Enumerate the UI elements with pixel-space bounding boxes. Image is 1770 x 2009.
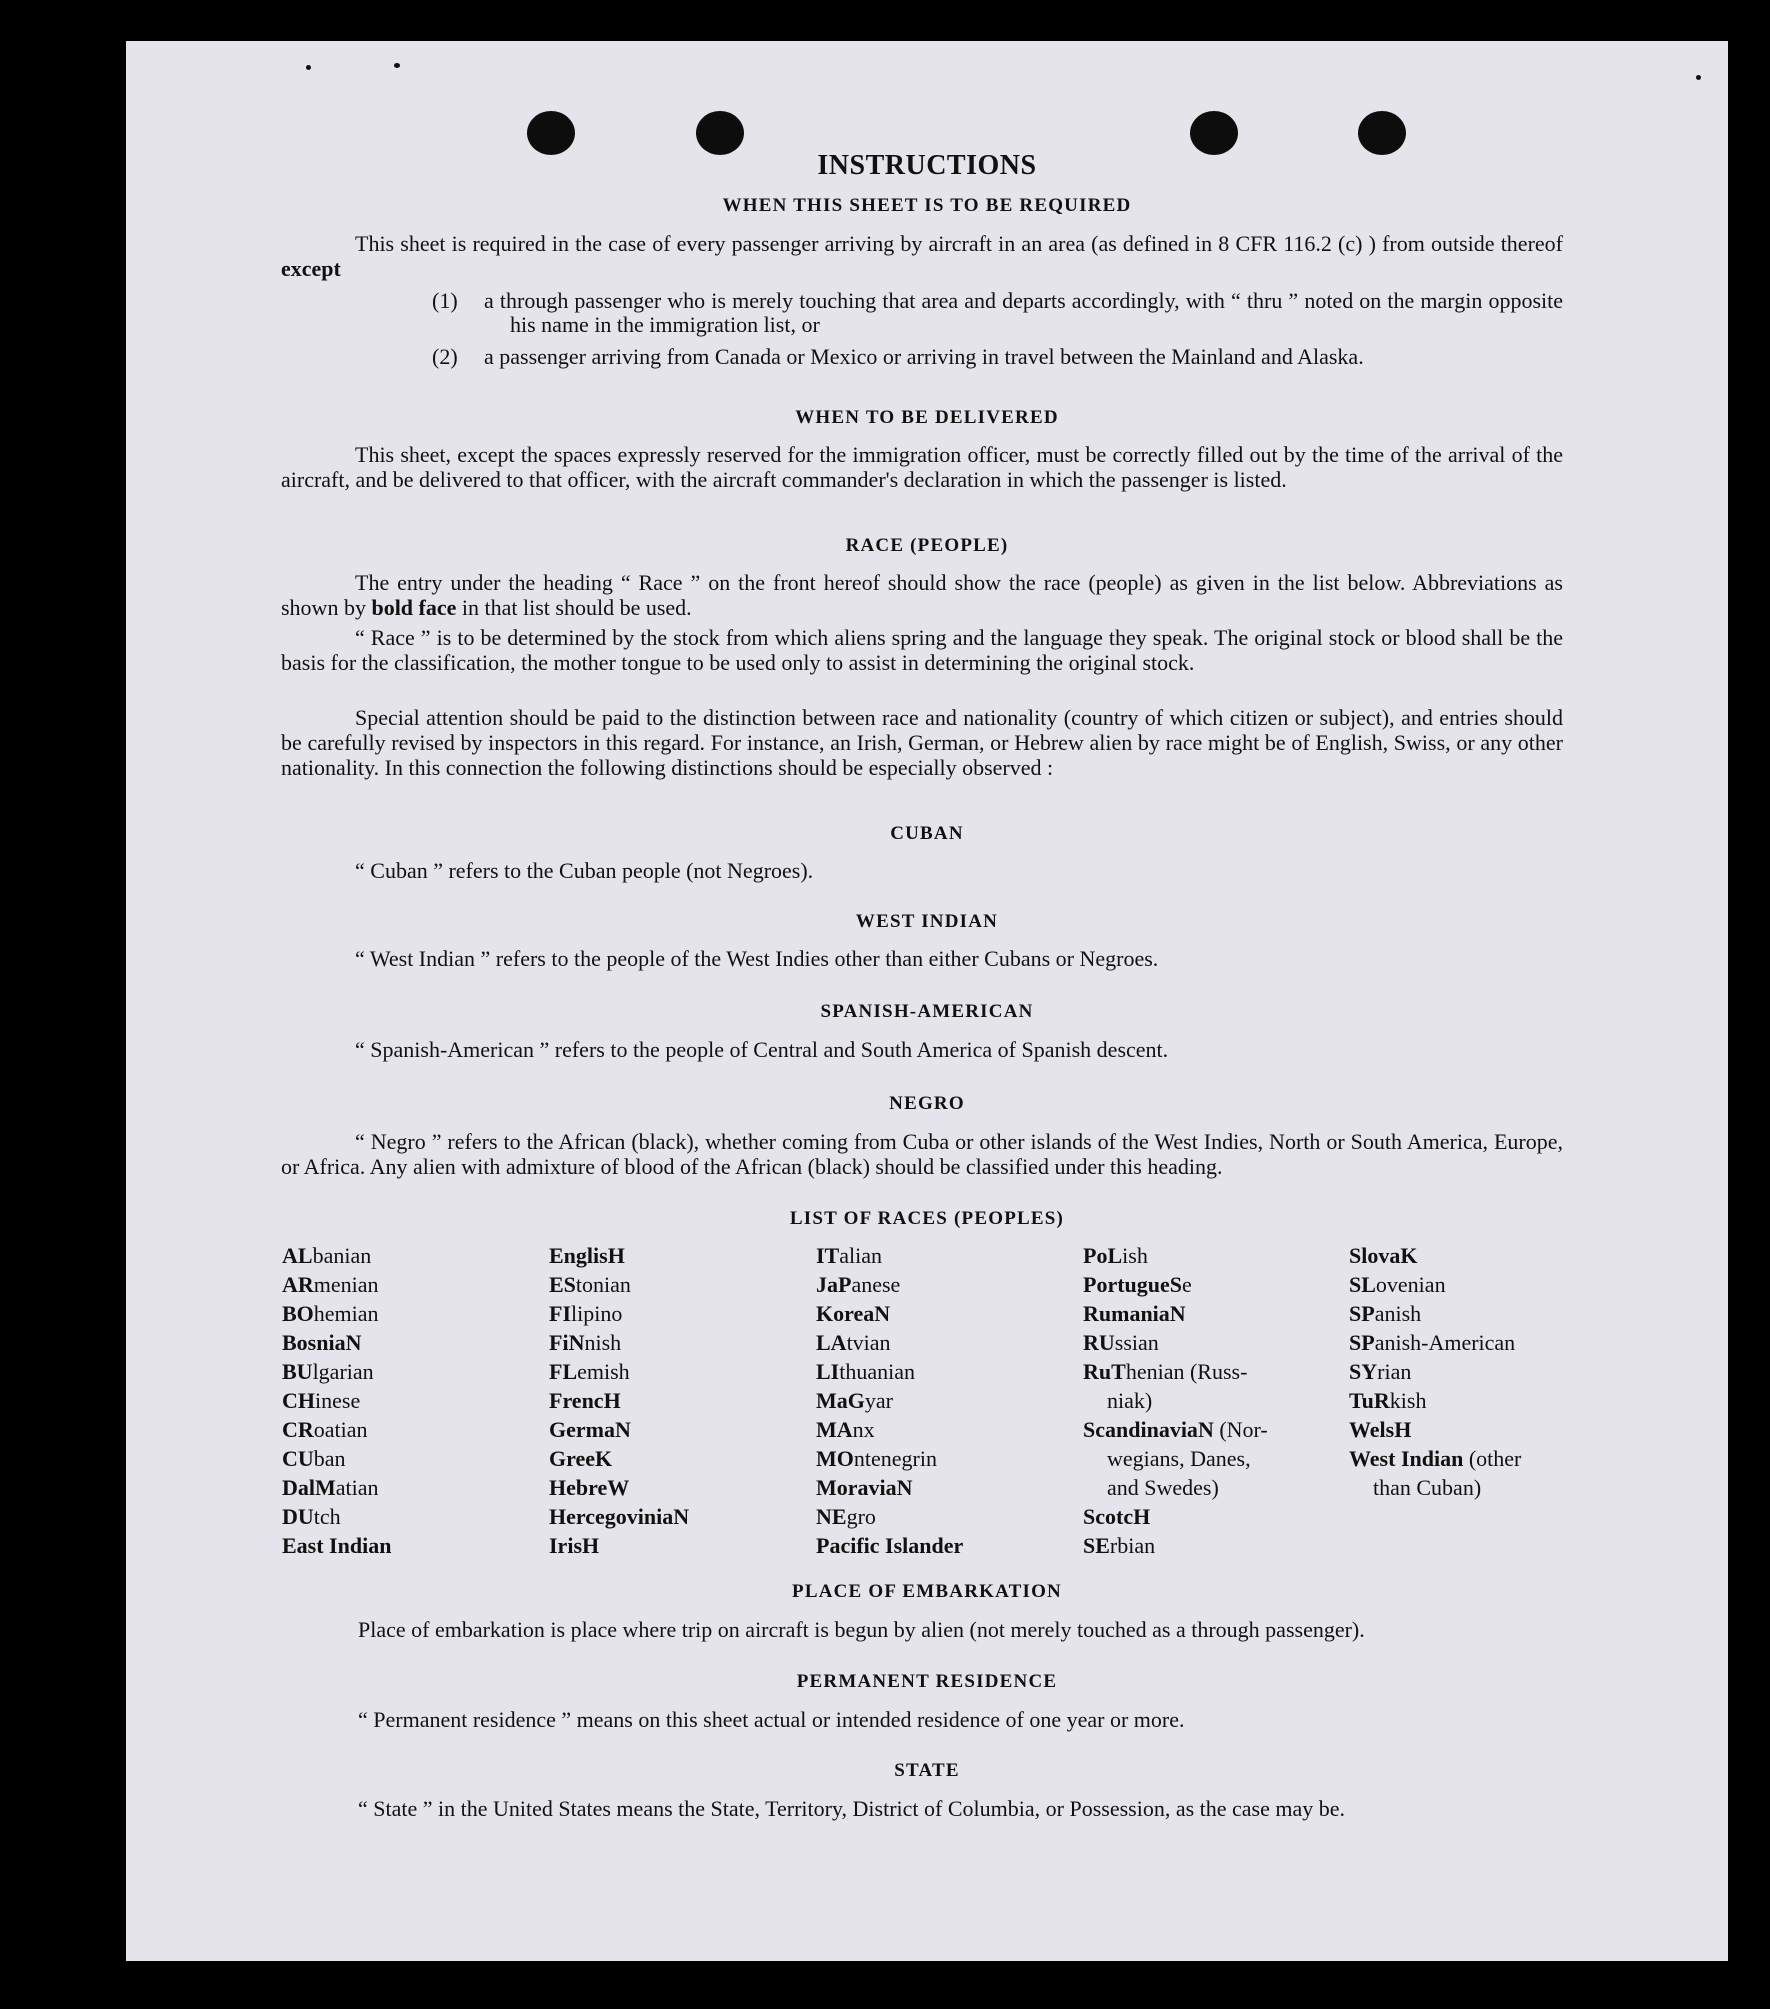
race-abbreviation: Hebre	[549, 1475, 608, 1500]
race-abbreviation: H	[1394, 1417, 1412, 1442]
race-entry	[1083, 1473, 1313, 1502]
race-abbreviation: CH	[282, 1388, 315, 1413]
race-paragraph-2: “ Race ” is to be determined by the stock from which aliens spring and the language they speak. The original stock or blood shall be the basis for the classification, the mother tongue to be used only to assist in determining the original stock.	[281, 625, 1563, 675]
race-text: rian	[1377, 1359, 1412, 1384]
race-abbreviation: H	[1133, 1504, 1151, 1529]
punch-hole	[1190, 111, 1238, 155]
race-abbreviation: Hercegovinia	[549, 1504, 674, 1529]
race-text: atian	[335, 1475, 379, 1500]
race-abbreviation: Frenc	[549, 1388, 604, 1413]
speck	[306, 65, 311, 70]
race-text: and Swedes)	[1107, 1475, 1219, 1500]
race-entry	[816, 1531, 963, 1560]
race-abbreviation: Korea	[816, 1301, 875, 1326]
race-text: anish	[1374, 1301, 1422, 1326]
race-abbreviation: Rumania	[1083, 1301, 1170, 1326]
race-entry	[1083, 1270, 1313, 1299]
race-abbreviation: SL	[1349, 1272, 1376, 1297]
races-column	[1083, 1241, 1313, 1560]
race-abbreviation: SE	[1083, 1533, 1110, 1558]
race-text: rbian	[1109, 1533, 1156, 1558]
heading-required: WHEN THIS SHEET IS TO BE REQUIRED	[722, 195, 1132, 216]
race-entry	[816, 1241, 963, 1270]
cuban-text: “ Cuban ” refers to the Cuban people (not Negroes).	[355, 858, 814, 883]
race-abbreviation: N	[568, 1330, 585, 1355]
race-abbreviation: West Indian	[1349, 1446, 1464, 1471]
race-abbreviation: IT	[816, 1243, 840, 1268]
race-entry	[1083, 1415, 1313, 1444]
speck	[394, 63, 400, 68]
race-abbreviation: Tu	[1349, 1388, 1374, 1413]
races-column	[816, 1241, 963, 1560]
race-abbreviation: SP	[1349, 1301, 1375, 1326]
race-entry	[1083, 1357, 1313, 1386]
race-abbreviation: W	[607, 1475, 630, 1500]
race-abbreviation: LI	[816, 1359, 840, 1384]
race-entry	[282, 1444, 391, 1473]
race-abbreviation: East Indian	[282, 1533, 392, 1558]
race-abbreviation: Portugue	[1083, 1272, 1170, 1297]
race-abbreviation: BU	[282, 1359, 313, 1384]
race-entry	[816, 1270, 963, 1299]
race-abbreviation: N	[1197, 1417, 1214, 1442]
race-entry	[1083, 1444, 1313, 1473]
race-abbreviation: Fi	[549, 1330, 569, 1355]
race-abbreviation: H	[582, 1533, 600, 1558]
race-entry	[282, 1386, 391, 1415]
race-entry	[816, 1386, 963, 1415]
race-entry	[549, 1473, 689, 1502]
race-text: ish	[1122, 1243, 1148, 1268]
race-abbreviation: ES	[549, 1272, 576, 1297]
punch-hole	[696, 111, 744, 155]
race-entry	[1349, 1357, 1521, 1386]
race-entry	[549, 1444, 689, 1473]
race-text: e	[1182, 1272, 1192, 1297]
heading-state: STATE	[894, 1760, 960, 1781]
race-abbreviation: L	[1107, 1243, 1123, 1268]
race-abbreviation: Ja	[816, 1272, 838, 1297]
race-entry	[282, 1357, 391, 1386]
heading-embarkation: PLACE OF EMBARKATION	[792, 1581, 1062, 1602]
race-abbreviation: SY	[1349, 1359, 1378, 1384]
race-abbreviation: NE	[816, 1504, 847, 1529]
race-abbreviation: M	[315, 1475, 336, 1500]
race-text: wegians, Danes,	[1107, 1446, 1251, 1471]
heading-race: RACE (PEOPLE)	[845, 535, 1009, 556]
race-entry	[1349, 1270, 1521, 1299]
race-text: thuanian	[839, 1359, 916, 1384]
race-entry	[1349, 1473, 1521, 1502]
race-abbreviation: Slova	[1349, 1243, 1401, 1268]
race-text: lipino	[571, 1301, 623, 1326]
list-item: (1) a through passenger who is merely touching that area and departs accordingly, with “ thru ” noted on the margin opposite his name in the immigration list, or	[432, 288, 1563, 337]
race-paragraph-3: Special attention should be paid to the distinction between race and nationality (country of which citizen or subject), and entries should be carefully revised by inspectors in this regard. For instance, an Irish, German, or Hebrew alien by race might be of English, Swiss, or any other nationality. In this connection the following distinctions should be especially observed :	[281, 705, 1563, 780]
races-column	[549, 1241, 689, 1560]
race-entry	[282, 1299, 391, 1328]
race-text: kish	[1389, 1388, 1427, 1413]
race-text: nish	[584, 1330, 622, 1355]
race-entry	[282, 1328, 391, 1357]
races-column	[282, 1241, 391, 1560]
race-entry	[1083, 1502, 1313, 1531]
race-abbreviation: Bosnia	[282, 1330, 346, 1355]
race-text: emish	[577, 1359, 630, 1384]
race-abbreviation: LA	[816, 1330, 847, 1355]
race-entry	[549, 1531, 689, 1560]
race-abbreviation: Dal	[282, 1475, 315, 1500]
race-entry	[816, 1444, 963, 1473]
required-intro: This sheet is required in the case of every passenger arriving by aircraft in an area (as defined in 8 CFR 116.2 (c) ) from outside thereof except	[281, 231, 1563, 281]
embarkation-text: Place of embarkation is place where trip on aircraft is begun by alien (not merely touched as a through passenger).	[358, 1617, 1365, 1642]
race-abbreviation: N	[896, 1475, 913, 1500]
race-abbreviation: CR	[282, 1417, 314, 1442]
heading-cuban: CUBAN	[890, 823, 964, 844]
race-text: alian	[839, 1243, 883, 1268]
race-abbreviation: N	[673, 1504, 690, 1529]
race-abbreviation: Pacific Islander	[816, 1533, 964, 1558]
document-sheet	[126, 41, 1728, 1961]
race-abbreviation: N	[874, 1301, 891, 1326]
state-text: “ State ” in the United States means the State, Territory, District of Columbia, or Possession, as the case may be.	[358, 1796, 1346, 1821]
race-abbreviation: Wels	[1349, 1417, 1395, 1442]
race-text: ntenegrin	[853, 1446, 937, 1471]
race-entry	[549, 1241, 689, 1270]
race-abbreviation: AL	[282, 1243, 313, 1268]
race-abbreviation: K	[1400, 1243, 1418, 1268]
race-abbreviation: S	[1169, 1272, 1183, 1297]
race-entry	[282, 1502, 391, 1531]
race-entry	[1349, 1328, 1521, 1357]
page-title: INSTRUCTIONS	[817, 150, 1037, 181]
race-entry	[816, 1415, 963, 1444]
race-entry	[282, 1531, 391, 1560]
race-entry	[549, 1502, 689, 1531]
race-text: ssian	[1114, 1330, 1159, 1355]
race-entry	[549, 1415, 689, 1444]
race-entry	[816, 1299, 963, 1328]
race-entry	[549, 1357, 689, 1386]
race-text: ban	[313, 1446, 346, 1471]
speck	[1696, 75, 1701, 80]
race-entry	[282, 1473, 391, 1502]
race-text: inese	[315, 1388, 361, 1413]
race-text: henian (Russ-	[1125, 1359, 1248, 1384]
race-abbreviation: CU	[282, 1446, 314, 1471]
race-text: (other	[1463, 1446, 1522, 1471]
race-abbreviation: H	[603, 1388, 621, 1413]
race-entry	[549, 1270, 689, 1299]
race-entry	[816, 1328, 963, 1357]
race-abbreviation: Ma	[816, 1388, 848, 1413]
race-entry	[1083, 1241, 1313, 1270]
race-entry	[1349, 1415, 1521, 1444]
race-abbreviation: RU	[1083, 1330, 1115, 1355]
race-text: ovenian	[1375, 1272, 1446, 1297]
race-entry	[282, 1415, 391, 1444]
race-text: niak)	[1107, 1388, 1153, 1413]
negro-text: “ Negro ” refers to the African (black), whether coming from Cuba or other islands of the West Indies, North or South America, Europe, or Africa. Any alien with admixture of blood of the African (black) should be classified under this heading.	[281, 1129, 1563, 1179]
heading-delivered: WHEN TO BE DELIVERED	[795, 407, 1059, 428]
race-abbreviation: Germa	[549, 1417, 615, 1442]
race-entry	[816, 1357, 963, 1386]
race-text: tvian	[846, 1330, 891, 1355]
race-entry	[1083, 1299, 1313, 1328]
heading-west-indian: WEST INDIAN	[855, 911, 999, 932]
race-abbreviation: Ru	[1083, 1359, 1112, 1384]
race-entry	[1083, 1386, 1313, 1415]
race-text: (Nor-	[1213, 1417, 1268, 1442]
race-abbreviation: SP	[1349, 1330, 1375, 1355]
race-entry	[549, 1328, 689, 1357]
heading-list-of-races: LIST OF RACES (PEOPLES)	[789, 1208, 1065, 1229]
race-text: tonian	[575, 1272, 631, 1297]
race-entry	[549, 1386, 689, 1415]
spanish-american-text: “ Spanish-American ” refers to the people of Central and South America of Spanish descent.	[355, 1037, 1169, 1062]
race-entry	[1349, 1386, 1521, 1415]
race-text: nx	[852, 1417, 875, 1442]
race-abbreviation: DU	[282, 1504, 314, 1529]
race-entry	[816, 1502, 963, 1531]
race-abbreviation: MA	[816, 1417, 853, 1442]
race-entry	[1083, 1328, 1313, 1357]
west-indian-text: “ West Indian ” refers to the people of the West Indies other than either Cubans or Negroes.	[355, 946, 1159, 971]
race-abbreviation: K	[595, 1446, 613, 1471]
race-paragraph-1: The entry under the heading “ Race ” on the front hereof should show the race (people) as given in the list below. Abbreviations as shown by bold face in that list should be used.	[281, 570, 1563, 620]
race-text: banian	[312, 1243, 372, 1268]
race-abbreviation: P	[838, 1272, 852, 1297]
race-entry	[1349, 1241, 1521, 1270]
race-abbreviation: Moravia	[816, 1475, 897, 1500]
race-text: lgarian	[312, 1359, 374, 1384]
race-abbreviation: T	[1111, 1359, 1126, 1384]
race-entry	[816, 1473, 963, 1502]
race-abbreviation: Englis	[549, 1243, 608, 1268]
punch-hole	[1358, 111, 1406, 155]
races-column	[1349, 1241, 1521, 1502]
race-entry	[282, 1241, 391, 1270]
race-abbreviation: AR	[282, 1272, 314, 1297]
race-text: gro	[846, 1504, 876, 1529]
race-abbreviation: Gree	[549, 1446, 596, 1471]
race-text: oatian	[313, 1417, 368, 1442]
heading-residence: PERMANENT RESIDENCE	[796, 1671, 1058, 1692]
heading-spanish-american: SPANISH-AMERICAN	[820, 1001, 1034, 1022]
race-entry	[282, 1270, 391, 1299]
race-abbreviation: Po	[1083, 1243, 1108, 1268]
race-abbreviation: FL	[549, 1359, 578, 1384]
race-text: menian	[313, 1272, 379, 1297]
race-entry	[549, 1299, 689, 1328]
delivered-text: This sheet, except the spaces expressly reserved for the immigration officer, must be correctly filled out by the time of the arrival of the aircraft, and be delivered to that officer, with the aircraft commander's declaration in which the passenger is listed.	[281, 442, 1563, 492]
race-abbreviation: Scandinavia	[1083, 1417, 1198, 1442]
race-entry	[1349, 1299, 1521, 1328]
heading-negro: NEGRO	[889, 1093, 965, 1114]
race-text: tch	[313, 1504, 341, 1529]
race-abbreviation: BO	[282, 1301, 314, 1326]
race-abbreviation: FI	[549, 1301, 571, 1326]
race-abbreviation: MO	[816, 1446, 854, 1471]
race-abbreviation: H	[607, 1243, 625, 1268]
residence-text: “ Permanent residence ” means on this sheet actual or intended residence of one year or more.	[358, 1707, 1185, 1732]
race-entry	[1349, 1444, 1521, 1473]
race-abbreviation: N	[1169, 1301, 1186, 1326]
race-abbreviation: Iris	[549, 1533, 582, 1558]
race-text: hemian	[313, 1301, 379, 1326]
race-abbreviation: R	[1373, 1388, 1390, 1413]
race-text: anese	[851, 1272, 901, 1297]
race-entry	[1083, 1531, 1313, 1560]
punch-hole	[527, 111, 575, 155]
race-text: yar	[864, 1388, 893, 1413]
race-abbreviation: G	[847, 1388, 865, 1413]
race-abbreviation: N	[614, 1417, 631, 1442]
race-text: than Cuban)	[1373, 1475, 1482, 1500]
race-text: anish-American	[1374, 1330, 1516, 1355]
list-item: (2) a passenger arriving from Canada or Mexico or arriving in travel between the Mainland and Alaska.	[432, 344, 1364, 369]
race-abbreviation: N	[345, 1330, 362, 1355]
race-abbreviation: Scotc	[1083, 1504, 1134, 1529]
